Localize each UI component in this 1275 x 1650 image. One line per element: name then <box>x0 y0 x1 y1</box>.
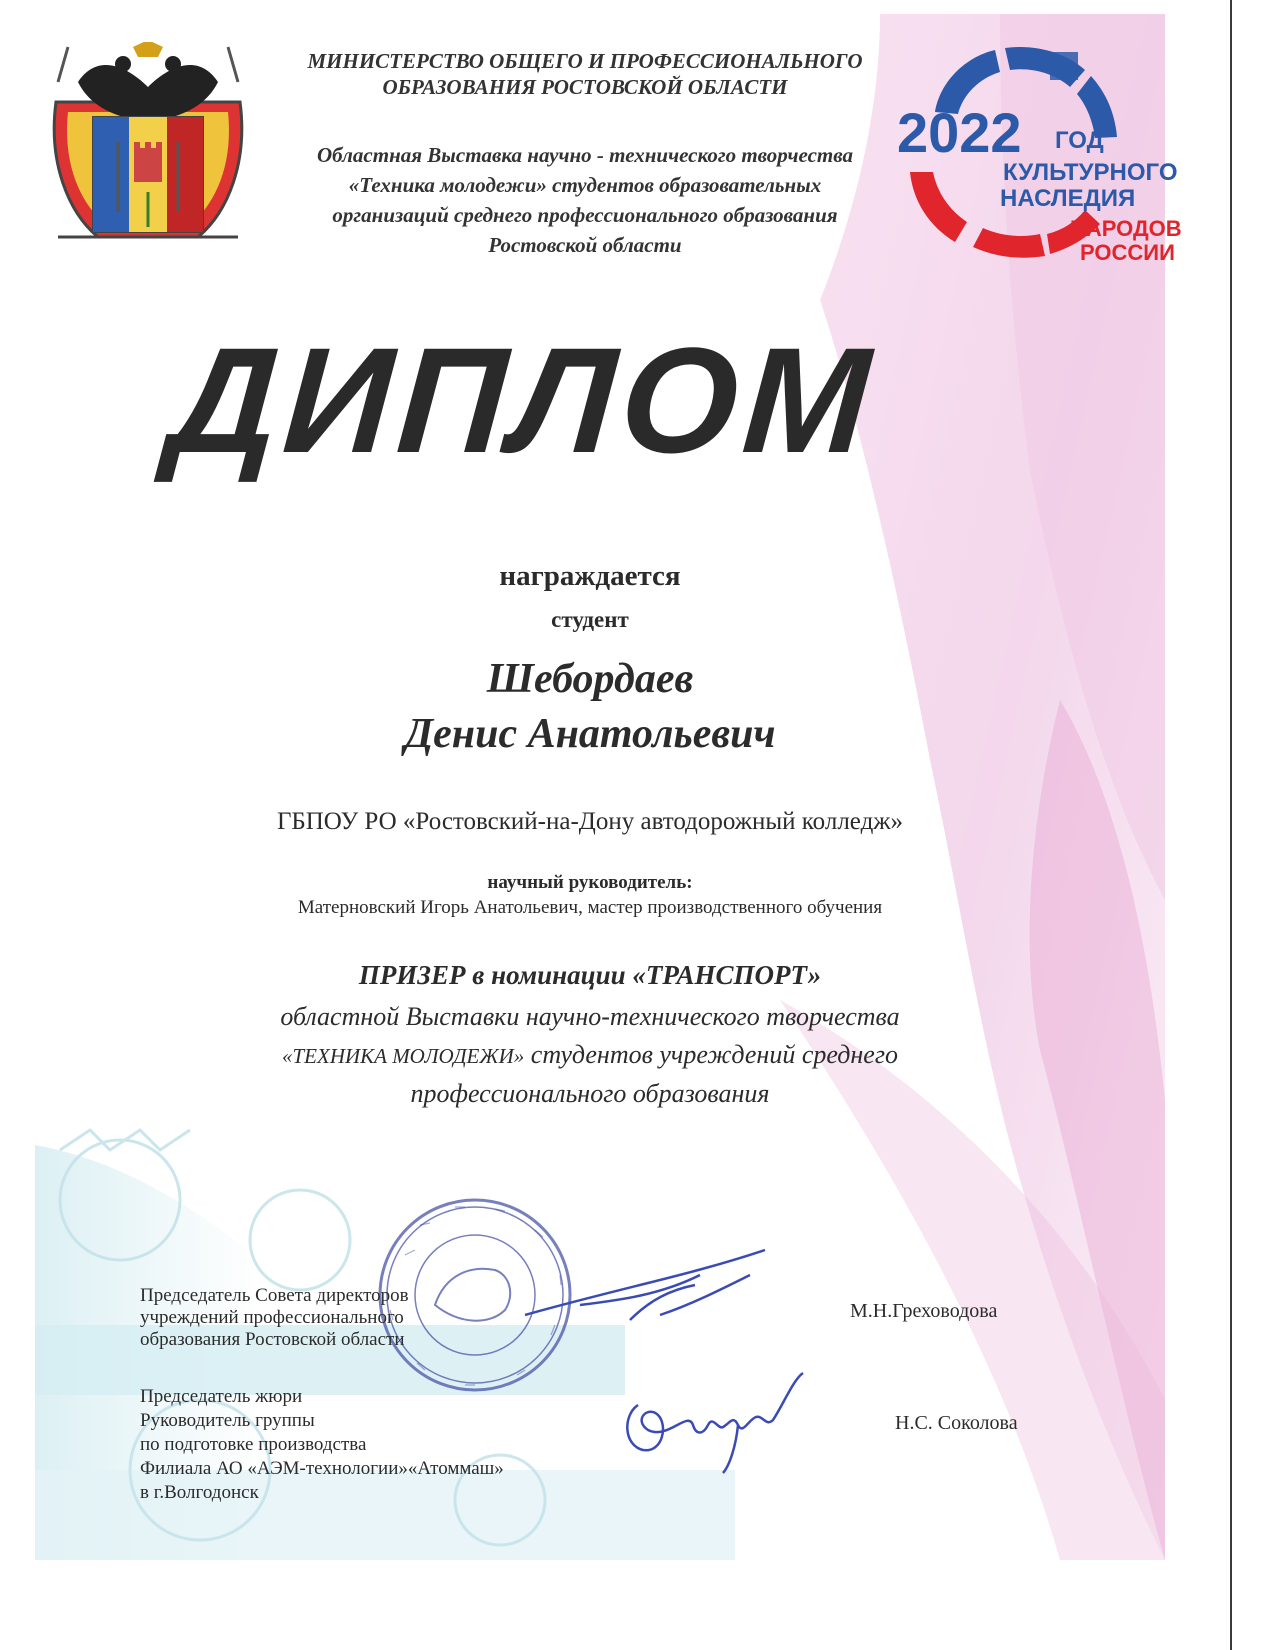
signatory-2-line-2: Руководитель группы <box>140 1410 315 1431</box>
institution-name: ГБПОУ РО «Ростовский-на-Дону автодорожный колледж» <box>276 808 904 835</box>
exhibition-line-3: организаций среднего профессионального образования <box>332 203 838 227</box>
supervisor-label: научный руководитель: <box>487 872 693 893</box>
page-edge <box>1230 0 1232 1650</box>
signatory-2-line-1: Председатель жюри <box>140 1386 303 1407</box>
rostov-coat-of-arms-emblem <box>38 42 258 252</box>
role-label: студент <box>551 607 629 632</box>
signatory-1-name: М.Н.Греховодова <box>850 1300 998 1322</box>
prize-desc-line-2 <box>150 1036 1030 1075</box>
logo-line-2: НАСЛЕДИЯ <box>1000 185 1136 212</box>
prize-desc-line-3: профессионального образования <box>410 1079 770 1108</box>
cultural-heritage-year-logo <box>895 42 1185 272</box>
exhibition-heading <box>255 140 915 260</box>
ministry-line-1: МИНИСТЕРСТВО ОБЩЕГО И ПРОФЕССИОНАЛЬНОГО <box>307 49 863 73</box>
logo-line-4: РОССИИ <box>1080 240 1175 265</box>
exhibition-line-4: Ростовской области <box>488 233 682 257</box>
prize-nomination: ПРИЗЕР в номинации «ТРАНСПОРТ» <box>358 960 822 990</box>
diploma-title: ДИПЛОМ <box>164 316 881 484</box>
signatory-2-title <box>140 1385 620 1505</box>
exhibition-line-2: «Техника молодежи» студентов образовательных <box>348 173 822 197</box>
signatory-2-line-3: по подготовке производства <box>140 1434 367 1455</box>
logo-god: ГОД <box>1055 127 1104 154</box>
ministry-heading <box>260 48 910 100</box>
signatory-2-name: Н.С. Соколова <box>895 1412 1018 1434</box>
signatory-1-title <box>140 1285 500 1351</box>
signatory-1-line-3: образования Ростовской области <box>140 1329 405 1350</box>
prize-desc-caps: «ТЕХНИКА МОЛОДЕЖИ» <box>282 1044 525 1068</box>
supervisor-name: Матерновский Игорь Анатольевич, мастер производственного обучения <box>297 897 883 918</box>
recipient-given-names: Денис Анатольевич <box>404 711 776 757</box>
prize-desc-line-1: областной Выставки научно-технического творчества <box>280 1002 900 1031</box>
ministry-line-2: ОБРАЗОВАНИЯ РОСТОВСКОЙ ОБЛАСТИ <box>382 75 788 99</box>
awarded-label: награждается <box>499 560 681 592</box>
signatory-2-line-5: в г.Волгодонск <box>140 1482 259 1503</box>
signature-chair-2 <box>618 1365 808 1475</box>
prize-desc-rest: студентов учреждений среднего <box>524 1040 898 1069</box>
signature-chair-1 <box>520 1245 770 1335</box>
signatory-1-line-1: Председатель Совета директоров <box>140 1285 409 1306</box>
signatory-1-line-2: учреждений профессионального <box>140 1307 404 1328</box>
exhibition-line-1: Областная Выставка научно - технического творчества <box>317 143 853 167</box>
recipient-surname: Шебордаев <box>486 656 694 702</box>
logo-line-3: НАРОДОВ <box>1070 216 1182 241</box>
logo-line-1: КУЛЬТУРНОГО <box>1003 159 1178 186</box>
signatory-2-line-4: Филиала АО «АЭМ-технологии»«Атоммаш» <box>140 1458 504 1479</box>
logo-year: 2022 <box>897 101 1022 164</box>
prize-description <box>150 998 1030 1113</box>
